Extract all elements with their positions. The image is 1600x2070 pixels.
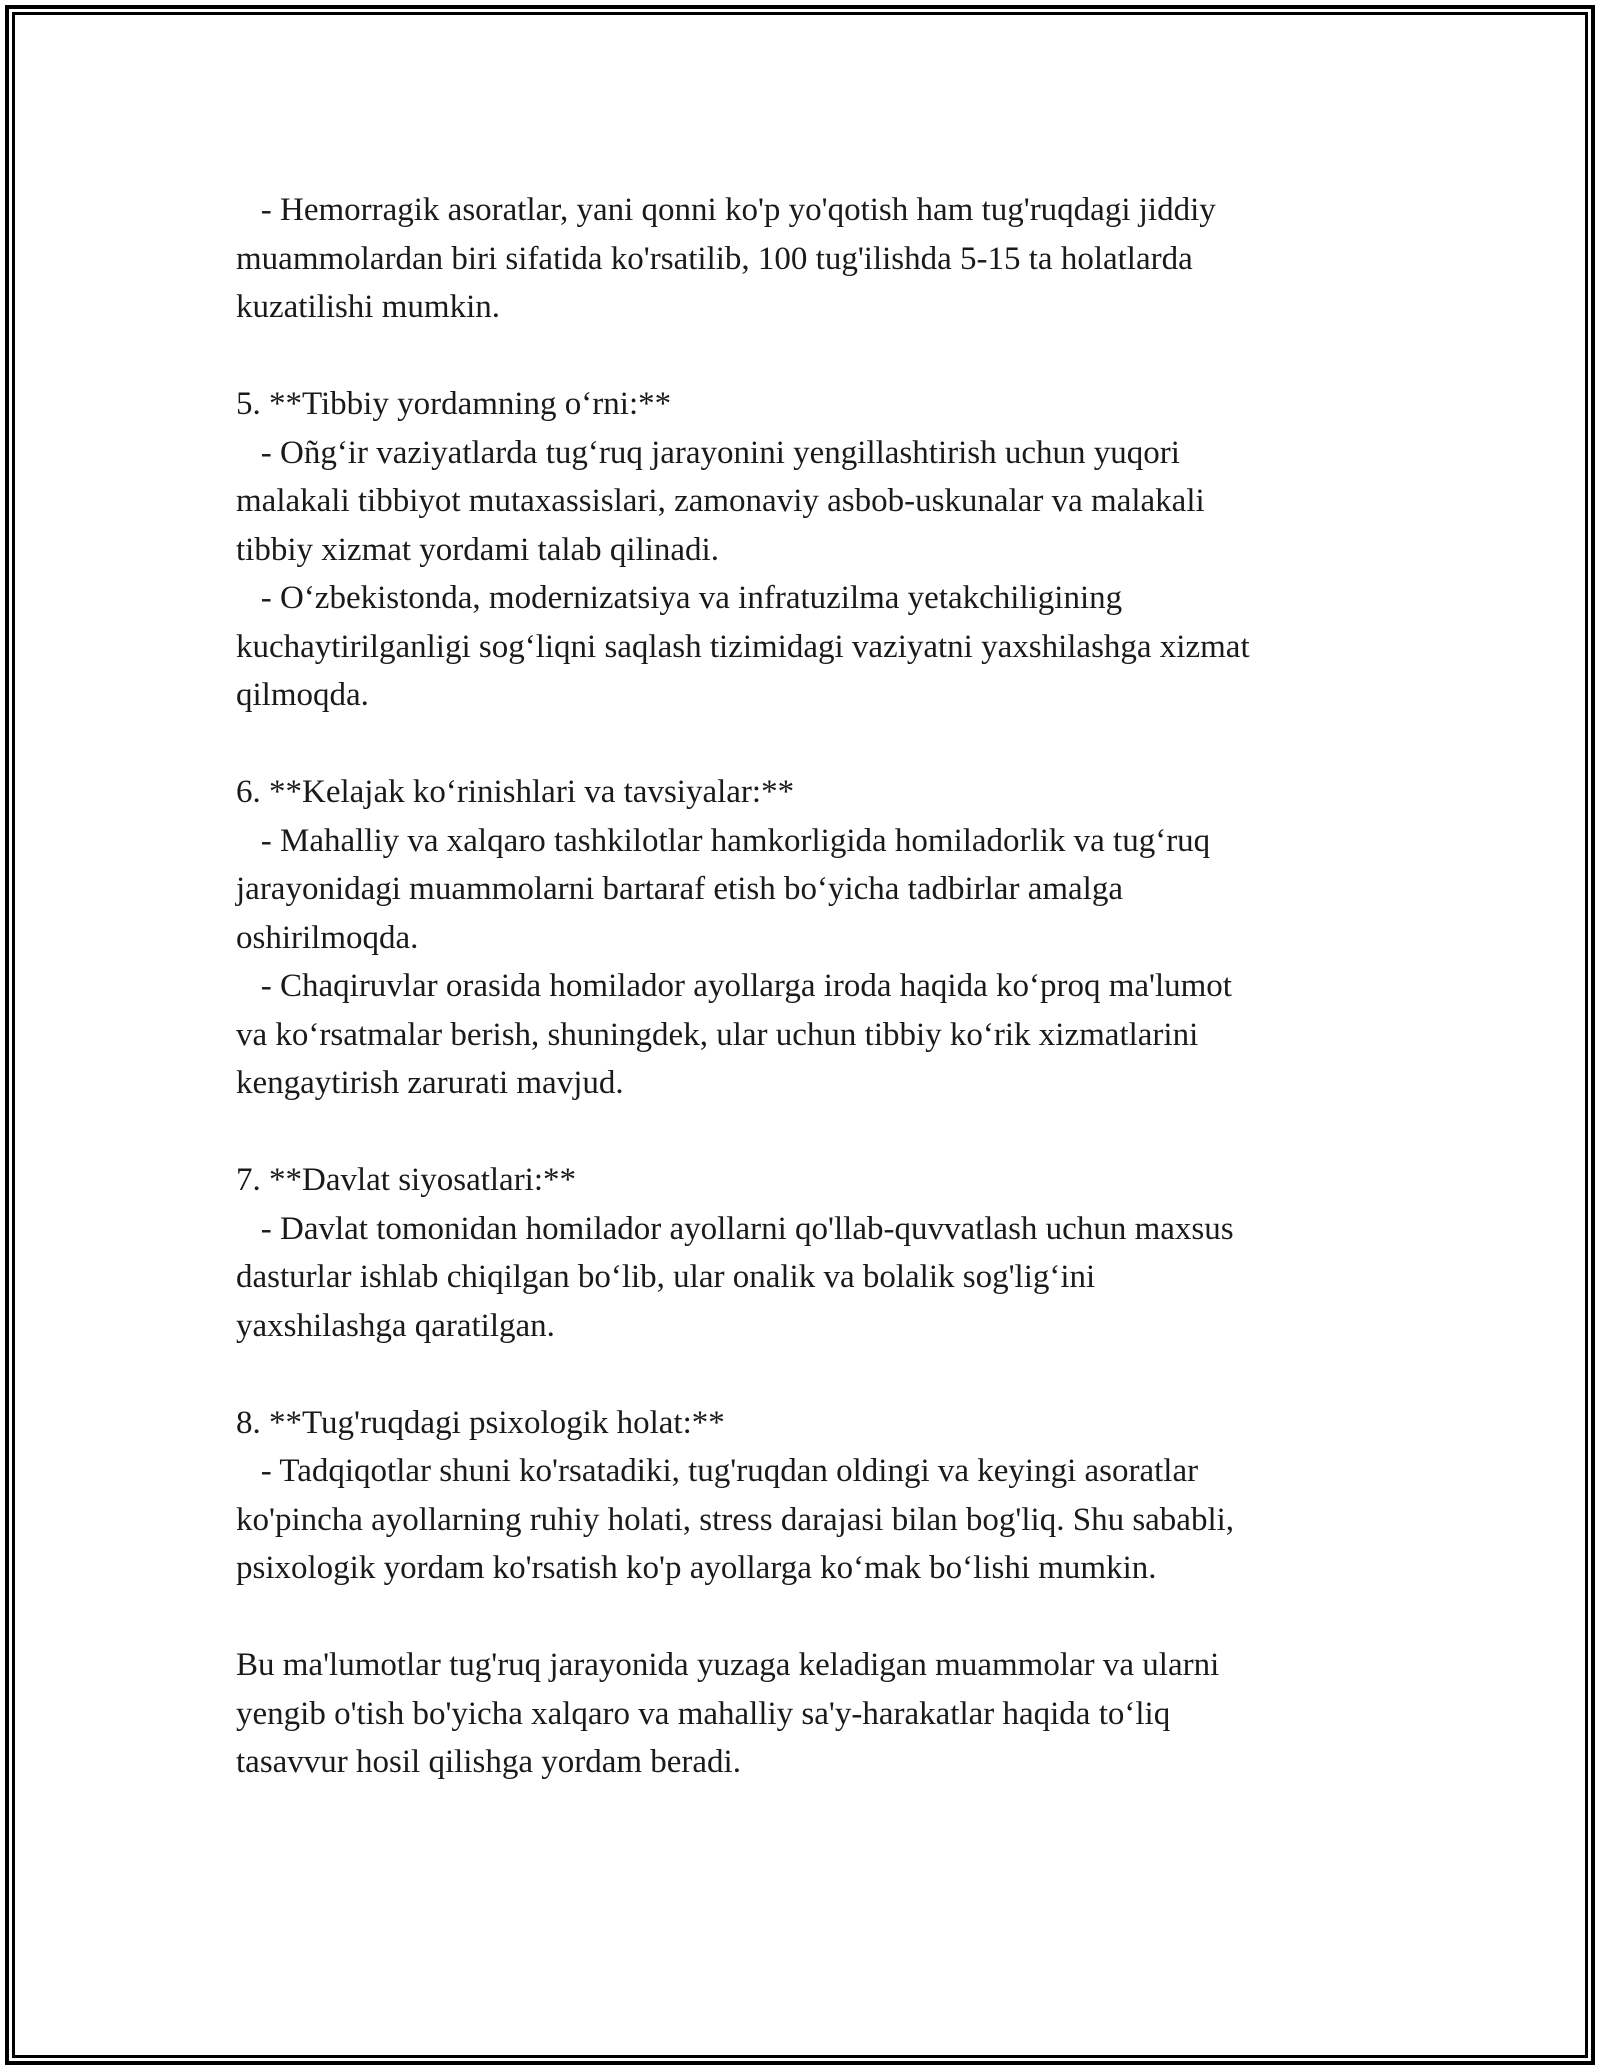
section-6-future-outlook bbox=[236, 768, 1376, 1108]
section-8-psychological-state bbox=[236, 1399, 1376, 1593]
text-line: qilmoqda. bbox=[236, 677, 369, 713]
text-line: - O‘zbekistonda, modernizatsiya va infratuzilma yetakchiligining bbox=[236, 580, 1123, 616]
paragraph-gap bbox=[236, 1108, 1376, 1157]
paragraph-gap bbox=[236, 1593, 1376, 1642]
section-5-medical-help bbox=[236, 380, 1376, 720]
paragraph-gap bbox=[236, 332, 1376, 381]
document-body bbox=[236, 186, 1376, 1787]
paragraph-hemorrhagic bbox=[236, 186, 1376, 332]
section-heading: 6. **Kelajak ko‘rinishlari va tavsiyalar:** bbox=[236, 774, 795, 810]
text-line: kengaytirish zarurati mavjud. bbox=[236, 1065, 624, 1101]
text-line: - Chaqiruvlar orasida homilador ayollarga iroda haqida ko‘proq ma'lumot bbox=[236, 968, 1232, 1004]
text-line: Bu ma'lumotlar tug'ruq jarayonida yuzaga keladigan muammolar va ularni bbox=[236, 1647, 1220, 1683]
text-line: tibbiy xizmat yordami talab qilinadi. bbox=[236, 531, 719, 568]
text-line: - Hemorragik asoratlar, yani qonni ko'p yo'qotish ham tug'ruqdagi jiddiy bbox=[236, 192, 1216, 228]
text-line: ko'pincha ayollarning ruhiy holati, stress darajasi bilan bog'liq. Shu sababli, bbox=[236, 1501, 1235, 1538]
text-line: malakali tibbiyot mutaxassislari, zamonaviy asbob-uskunalar va malakali bbox=[236, 483, 1205, 519]
text-line: - Oñg‘ir vaziyatlarda tug‘ruq jarayonini yengillashtirish uchun yuqori bbox=[236, 434, 1180, 471]
closing-paragraph bbox=[236, 1641, 1376, 1787]
text-line: kuchaytirilganligi sog‘liqni saqlash tizimidagi vaziyatni yaxshilashga xizmat bbox=[236, 628, 1250, 665]
text-line: yaxshilashga qaratilgan. bbox=[236, 1307, 555, 1344]
text-line: dasturlar ishlab chiqilgan bo‘lib, ular onalik va bolalik sog'lig‘ini bbox=[236, 1259, 1096, 1295]
text-line: oshirilmoqda. bbox=[236, 919, 419, 956]
text-line: yengib o'tish bo'yicha xalqaro va mahalliy sa'y-harakatlar haqida to‘liq bbox=[236, 1695, 1171, 1732]
text-line: muammolardan biri sifatida ko'rsatilib, 100 tug'ilishda 5-15 ta holatlarda bbox=[236, 240, 1193, 277]
section-7-state-policy bbox=[236, 1156, 1376, 1350]
paragraph-gap bbox=[236, 1350, 1376, 1399]
text-line: - Tadqiqotlar shuni ko'rsatadiki, tug'ruqdan oldingi va keyingi asoratlar bbox=[236, 1453, 1199, 1489]
text-line: - Davlat tomonidan homilador ayollarni qo'llab-quvvatlash uchun maxsus bbox=[236, 1210, 1234, 1247]
text-line: - Mahalliy va xalqaro tashkilotlar hamkorligida homiladorlik va tug‘ruq bbox=[236, 822, 1211, 859]
section-heading: 5. **Tibbiy yordamning o‘rni:** bbox=[236, 386, 672, 422]
paragraph-gap bbox=[236, 720, 1376, 769]
section-heading: 8. **Tug'ruqdagi psixologik holat:** bbox=[236, 1404, 725, 1441]
text-line: kuzatilishi mumkin. bbox=[236, 289, 500, 325]
text-line: va ko‘rsatmalar berish, shuningdek, ular uchun tibbiy ko‘rik xizmatlarini bbox=[236, 1016, 1199, 1053]
text-line: psixologik yordam ko'rsatish ko'p ayollarga ko‘mak bo‘lishi mumkin. bbox=[236, 1550, 1157, 1586]
text-line: jarayonidagi muammolarni bartaraf etish bo‘yicha tadbirlar amalga bbox=[236, 871, 1123, 907]
text-line: tasavvur hosil qilishga yordam beradi. bbox=[236, 1744, 741, 1780]
section-heading: 7. **Davlat siyosatlari:** bbox=[236, 1162, 577, 1198]
